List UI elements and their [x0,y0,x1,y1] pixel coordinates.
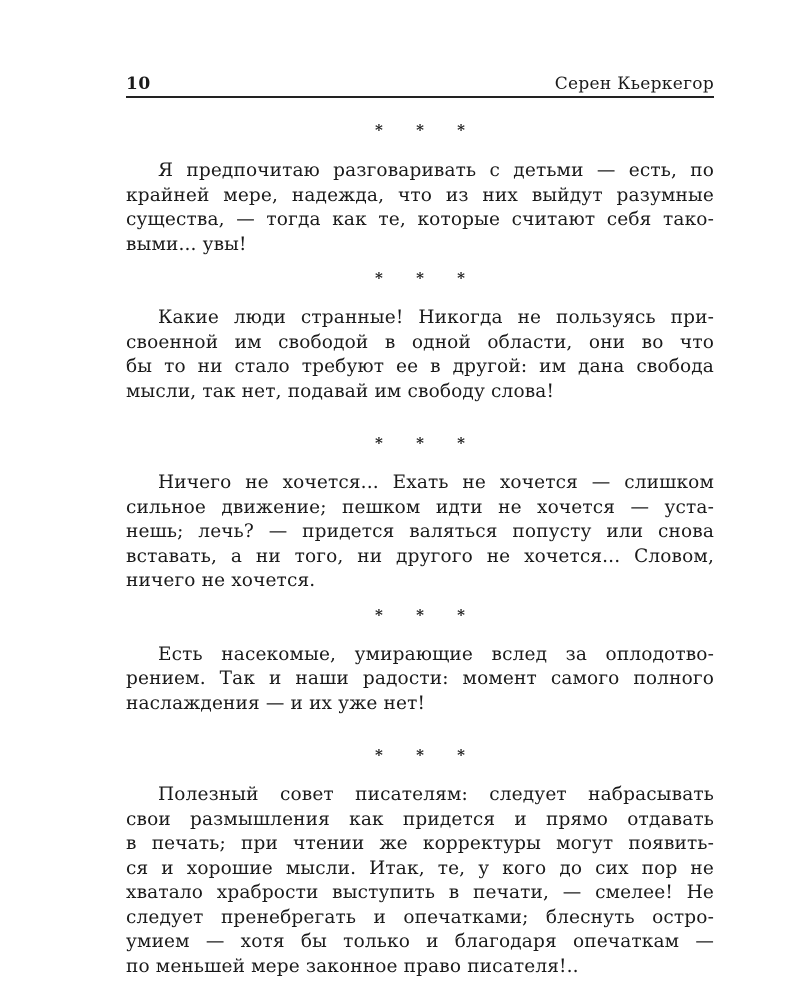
running-head-author: Серен Кьеркегор [554,74,714,94]
aphorism-fragment-1 [126,159,714,257]
aphorism-fragment-2 [126,306,714,404]
fragment-line: Я предпочитаю разговаривать с детьми — есть, по [158,160,714,181]
fragment-line: рением. Так и наши радости: момент самого полного [126,668,714,689]
fragment-line: крайней мере, надежда, что из них выйдут разумные [126,184,714,206]
fragment-line: сильное движение; пешком идти не хочется — уста- [126,496,714,518]
fragment-line: Ничего не хочется... Ехать не хочется — слишком [158,472,714,493]
fragment-line: ся и хорошие мысли. Итак, те, у кого до сих пор не [126,857,714,879]
fragment-line: существа, — тогда как те, которые считают себя тако- [126,209,714,230]
page-number: 10 [126,74,151,94]
aphorism-fragment-4 [126,643,714,717]
aphorism-fragment-5 [126,783,714,979]
section-separator: * * * [375,121,479,139]
fragment-line: наслаждения — и их уже нет! [126,692,426,714]
fragment-line: мысли, так нет, подавай им свободу слова! [126,380,555,402]
section-separator: * * * [375,605,479,624]
fragment-line: умием — хотя бы только и благодаря опечаткам — [126,931,714,952]
fragment-line: бы то ни стало требуют ее в другой: им дана свобода [126,356,714,377]
fragment-line: выми... увы! [126,233,247,255]
book-page [126,72,714,979]
fragment-line: ничего не хочется. [126,570,316,591]
fragment-line: нешь; лечь? — придется валяться попусту или снова [126,521,714,542]
section-separator: * * * [375,269,479,287]
section-separator: * * * [375,746,479,764]
fragment-line: в печать; при чтении же корректуры могут появить- [126,833,714,854]
fragment-line: Есть насекомые, умирающие вслед за оплодотво- [158,643,714,665]
fragment-line: свои размышления как придется и прямо отдавать [126,808,714,830]
fragment-line: вставать, а ни того, ни другого не хочется... Словом, [126,545,714,567]
fragment-line: следует пренебрегать и опечатками; блеснуть остро- [126,906,714,928]
aphorism-fragment-3 [126,471,714,594]
section-separator: * * * [375,434,479,452]
fragment-line: Какие люди странные! Никогда не пользуясь при- [158,307,714,328]
fragment-line: своенной им свободой в одной области, они во что [126,331,714,353]
fragment-line: Полезный совет писателям: следует набрасывать [158,784,714,805]
running-head [126,72,714,98]
fragment-line: хватало храбрости выступить в печати, — смелее! Не [126,882,714,903]
fragment-line: по меньшей мере законное право писателя!.. [126,955,579,977]
